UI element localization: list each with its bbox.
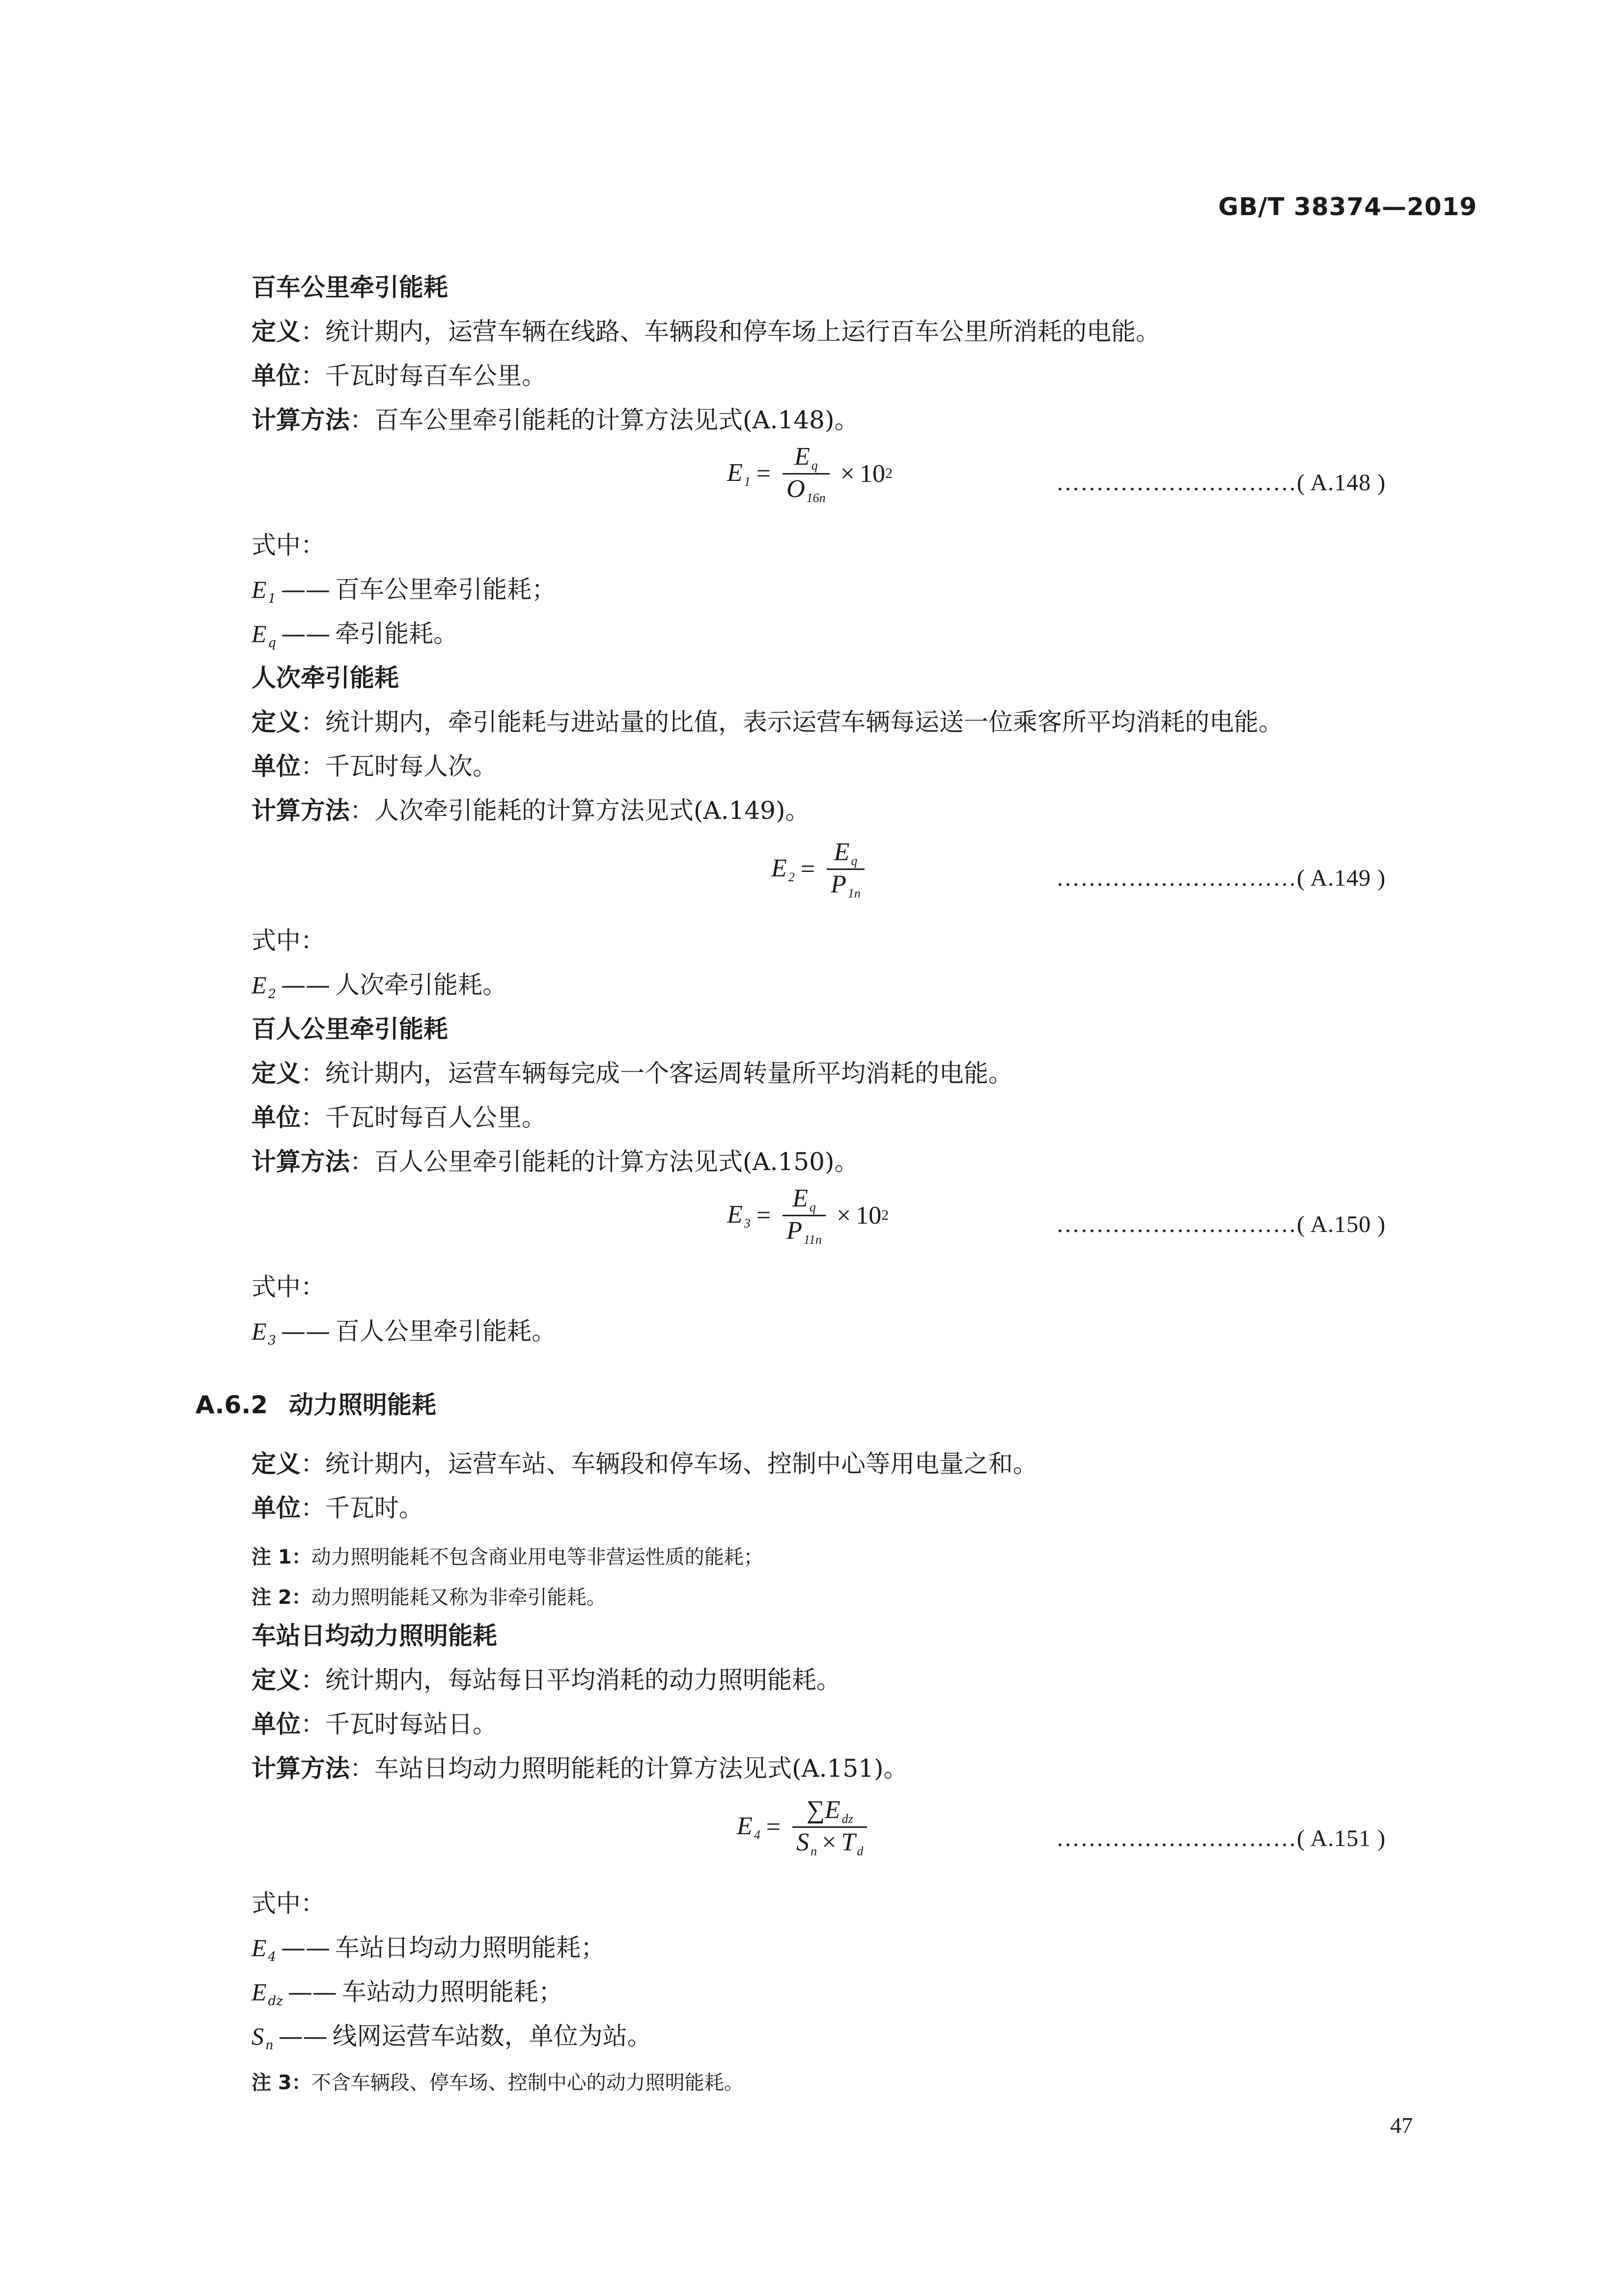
where-label: 式中： bbox=[252, 926, 325, 955]
section-title: 动力照明能耗 bbox=[289, 1391, 436, 1419]
definition-line: 定义：统计期内，牵引能耗与进站量的比值，表示运营车辆每运送一位乘客所平均消耗的电能。 bbox=[252, 708, 1283, 736]
formula-a148: E $_1$ = $\frac{E _q}{O _{16n}}$ × 10 2 bbox=[727, 443, 893, 505]
indicator-title: 人次牵引能耗 bbox=[252, 664, 399, 692]
where-item: E $_q$ —— 牵引能耗。 bbox=[252, 619, 458, 650]
unit-line: 单位：千瓦时每百人公里。 bbox=[252, 1103, 546, 1132]
calc-method-line: 计算方法：百人公里牵引能耗的计算方法见式(A.150)。 bbox=[252, 1148, 859, 1176]
note: 注 3：不含车辆段、停车场、控制中心的动力照明能耗。 bbox=[252, 2071, 744, 2094]
indicator-title: 百人公里牵引能耗 bbox=[252, 1015, 448, 1043]
exponent: 2 bbox=[885, 465, 893, 482]
summation-symbol: ∑ bbox=[806, 1796, 825, 1824]
unit-label: 单位 bbox=[252, 362, 301, 390]
page-number: 47 bbox=[1390, 2113, 1413, 2138]
equation-number: …………………………( A.151 ) bbox=[1056, 1825, 1386, 1851]
where-label: 式中： bbox=[252, 531, 325, 560]
calc-method-line bbox=[252, 408, 859, 432]
equation-number: …………………………( A.149 ) bbox=[1056, 865, 1386, 891]
definition-label: 定义 bbox=[252, 317, 301, 346]
calc-method-label: 计算方法 bbox=[252, 406, 350, 434]
equation-number: …………………………( A.150 ) bbox=[1056, 1211, 1386, 1237]
note: 注 2：动力照明能耗又称为非牵引能耗。 bbox=[252, 1586, 606, 1609]
formula-fraction: $\frac{E _q}{P _{1n}}$ bbox=[827, 838, 865, 901]
section-number: A.6.2 bbox=[196, 1391, 268, 1419]
formula-a149: E $_2$ = $\frac{E _q}{P _{1n}}$ bbox=[771, 838, 870, 901]
calc-method-text: ：百车公里牵引能耗的计算方法见式(A.148)。 bbox=[350, 406, 859, 434]
section-heading bbox=[196, 1385, 436, 1421]
formula-fraction: $\frac{\sum E _{dz}}{S _n \times T _d}$ bbox=[792, 1795, 867, 1859]
formula-a151: E $_4$ = $\frac{\sum E _{dz}}{S _n \times T _d}$ bbox=[737, 1795, 873, 1859]
formula-fraction bbox=[783, 442, 830, 505]
where-label: 式中： bbox=[252, 1889, 325, 1918]
definition-line: 定义：统计期内，运营车站、车辆段和停车场、控制中心等用电量之和。 bbox=[252, 1450, 1037, 1478]
document-id: GB/T 38374—2019 bbox=[1218, 193, 1478, 221]
unit-text: ：千瓦时每百车公里。 bbox=[301, 362, 546, 390]
definition-text: ：统计期内，运营车辆在线路、车辆段和停车场上运行百车公里所消耗的电能。 bbox=[301, 317, 1160, 346]
where-item: E $_2$ —— 人次牵引能耗。 bbox=[252, 971, 507, 1002]
definition-line: 定义：统计期内，运营车辆每完成一个客运周转量所平均消耗的电能。 bbox=[252, 1059, 1013, 1088]
where-label: 式中： bbox=[252, 1273, 325, 1301]
unit-line: 单位：千瓦时。 bbox=[252, 1494, 423, 1522]
formula-lhs: E $_1$ bbox=[727, 458, 751, 489]
definition-line: 定义：统计期内，每站每日平均消耗的动力照明能耗。 bbox=[252, 1666, 841, 1694]
where-item: E $_1$ —— 百车公里牵引能耗； bbox=[252, 575, 557, 606]
calc-method-line: 计算方法：人次牵引能耗的计算方法见式(A.149)。 bbox=[252, 796, 810, 825]
unit-line bbox=[252, 364, 546, 388]
where-item: E $_{dz}$ —— 车站动力照明能耗； bbox=[252, 1978, 563, 2009]
definition-line bbox=[252, 319, 1160, 344]
indicator-title: 车站日均动力照明能耗 bbox=[252, 1622, 497, 1650]
indicator-title: 百车公里牵引能耗 bbox=[252, 273, 448, 302]
formula-fraction: $\frac{E _q}{P _{11n}}$ bbox=[783, 1184, 826, 1247]
where-item: E $_3$ —— 百人公里牵引能耗。 bbox=[252, 1317, 557, 1348]
unit-line: 单位：千瓦时每站日。 bbox=[252, 1710, 497, 1738]
fraction-numerator: E $_q$ bbox=[794, 443, 818, 473]
fraction-denominator: O $_{16n}$ bbox=[786, 475, 826, 505]
note: 注 1：动力照明能耗不包含商业用电等非营运性质的能耗； bbox=[252, 1546, 763, 1568]
unit-line: 单位：千瓦时每人次。 bbox=[252, 752, 497, 781]
formula-a150: E $_3$ = $\frac{E _q}{P _{11n}}$ × 10 2 bbox=[727, 1184, 889, 1247]
calc-method-line: 计算方法：车站日均动力照明能耗的计算方法见式(A.151)。 bbox=[252, 1754, 908, 1783]
where-item: E $_4$ —— 车站日均动力照明能耗； bbox=[252, 1933, 606, 1964]
where-item: S $_n$ —— 线网运营车站数，单位为站。 bbox=[252, 2022, 652, 2053]
equation-number: …………………………( A.148 ) bbox=[1056, 470, 1386, 496]
